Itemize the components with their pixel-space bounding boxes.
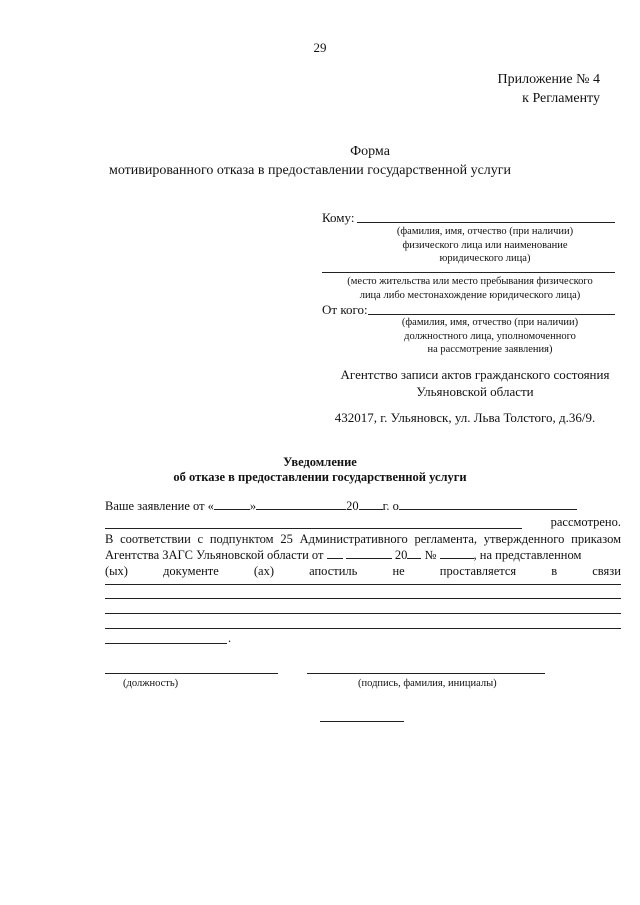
form-title-line2: мотивированного отказа в предоставлении государственной услуги [108,163,512,178]
form-title-line1: Форма [350,144,390,159]
end-dot: . [228,631,232,645]
order-month-field[interactable] [346,558,392,559]
from-hint: (фамилия, имя, отчество (при наличии) должностного лица, уполномоченного на рассмотрение заявления) [401,317,579,355]
reason-line[interactable] [105,643,227,644]
body-line-5: (ых) документе (ах) апостиль не проставляется в связи [105,564,621,578]
appendix-header [470,70,600,108]
agency-address: 432017, г. Ульяновск, ул. Льва Толстого, д.36/9. [334,410,596,425]
position-field-line[interactable] [105,673,278,674]
position-caption: (должность) [123,678,179,689]
date-day-field[interactable] [214,509,250,510]
order-day-field[interactable] [327,558,343,559]
to-field-line[interactable] [357,222,615,223]
end-separator [320,721,404,722]
reason-line[interactable] [105,613,621,614]
reason-line[interactable] [105,584,621,585]
to-hint: (фамилия, имя, отчество (при наличии) физического лица или наименование юридического лица) [396,226,574,264]
body-line-3: В соответствии с подпунктом 25 Административного регламента, утвержденного приказом [105,532,621,546]
date-month-field[interactable] [256,509,346,510]
form-title [0,142,640,180]
agency-name: Агентство записи актов гражданского состояния Ульяновской области [340,367,610,399]
address-field-line[interactable] [322,272,615,273]
order-year-field[interactable] [407,558,421,559]
notice-title: Уведомление об отказе в предоставлении государственной услуги [173,455,467,484]
appendix-number: Приложение № 4 [497,72,600,87]
to-label: Кому: [322,210,355,225]
subject-field[interactable] [399,509,577,510]
page-number: 29 [313,40,327,55]
order-number-field[interactable] [440,558,474,559]
from-field-line[interactable] [368,314,615,315]
address-hint: (место жительства или место пребывания физического лица либо местонахождение юридического лица) [347,276,593,301]
signature-field-line[interactable] [307,673,545,674]
signature-caption: (подпись, фамилия, инициалы) [358,678,497,689]
reviewed-text: рассмотрено. [550,515,621,529]
body-line-1: Ваше заявление от « » 20 г. о [105,499,577,514]
from-label: От кого: [322,302,368,317]
appendix-reference: к Регламенту [522,91,600,106]
body-line-4: Агентства ЗАГС Ульяновской области от 20 № , на представленном [105,548,582,562]
subject-field-continued[interactable] [105,528,522,529]
date-year-field[interactable] [359,509,383,510]
reason-line[interactable] [105,598,621,599]
reason-line[interactable] [105,628,621,629]
